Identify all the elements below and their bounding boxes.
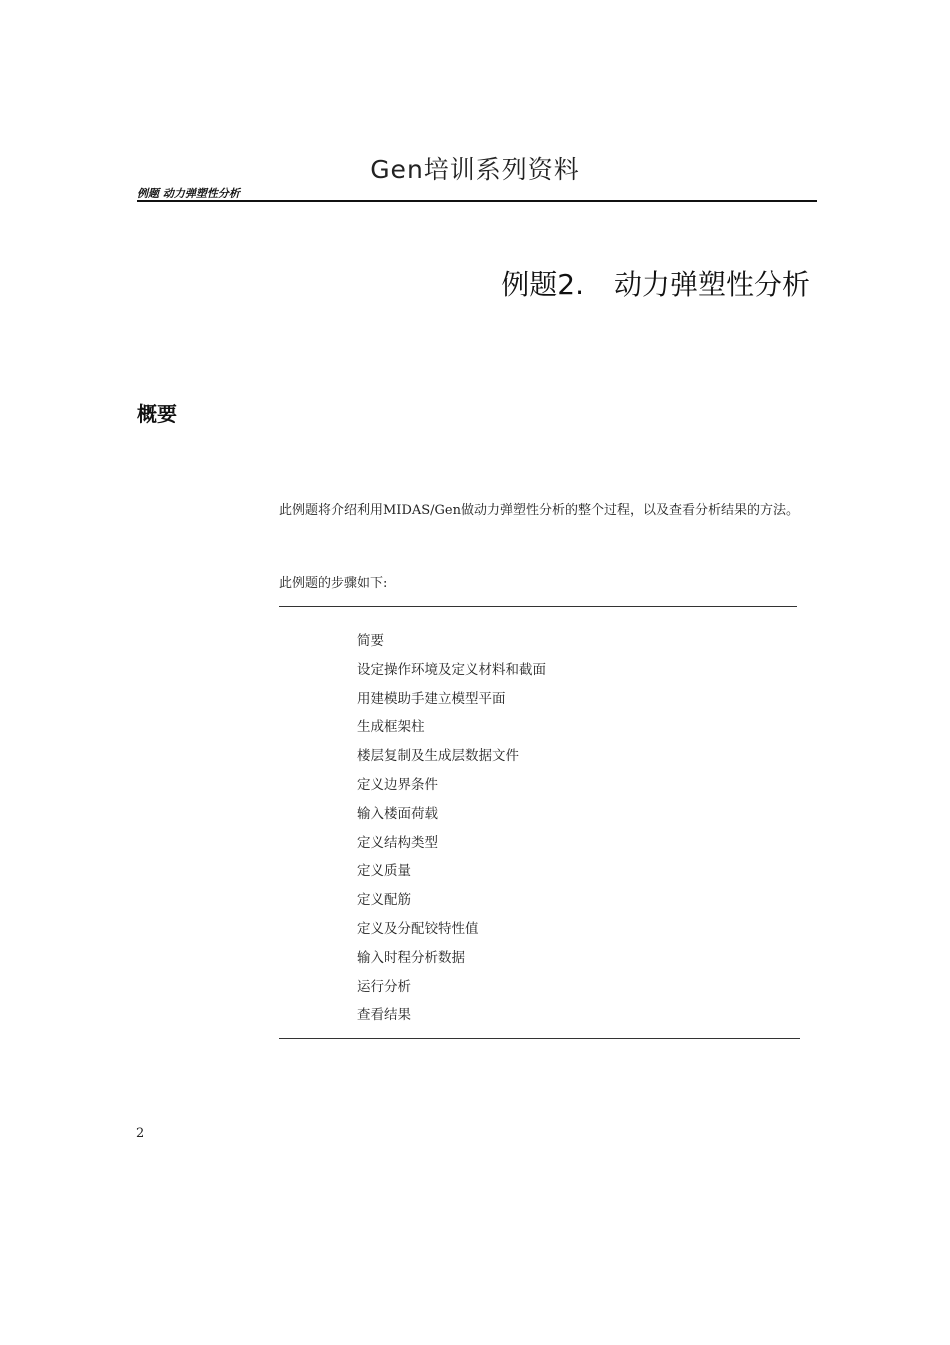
steps-bottom-divider xyxy=(279,1038,800,1039)
list-item: 输入时程分析数据 xyxy=(357,949,465,966)
series-title: Gen培训系列资料 xyxy=(370,155,580,184)
intro-paragraph: 此例题将介绍利用MIDAS/Gen做动力弹塑性分析的整个过程，以及查看分析结果的方法。 xyxy=(279,503,799,518)
list-item: 定义结构类型 xyxy=(357,834,438,851)
page-number: 2 xyxy=(136,1126,145,1141)
list-item: 输入楼面荷载 xyxy=(357,805,438,822)
list-item: 设定操作环境及定义材料和截面 xyxy=(357,661,546,678)
list-item: 定义质量 xyxy=(357,863,411,880)
steps-list xyxy=(357,627,546,1030)
chapter-number: 例题2. xyxy=(501,268,584,301)
chapter-name: 动力弹塑性分析 xyxy=(613,268,810,301)
list-item: 定义边界条件 xyxy=(357,776,438,793)
section-heading: 概要 xyxy=(137,402,177,426)
steps-top-divider xyxy=(279,606,797,607)
list-item: 定义及分配铰特性值 xyxy=(357,920,479,937)
steps-intro: 此例题的步骤如下: xyxy=(279,576,388,591)
list-item: 定义配筋 xyxy=(357,892,411,909)
list-item: 简要 xyxy=(357,633,384,649)
chapter-title xyxy=(501,263,810,303)
list-item: 用建模助手建立模型平面 xyxy=(357,690,506,707)
list-item: 运行分析 xyxy=(357,978,411,995)
list-item: 生成框架柱 xyxy=(357,719,425,736)
list-item: 楼层复制及生成层数据文件 xyxy=(357,748,519,765)
list-item: 查看结果 xyxy=(357,1007,411,1024)
running-header-label: 例题 动力弹塑性分析 xyxy=(137,187,240,200)
header-divider xyxy=(137,200,817,202)
